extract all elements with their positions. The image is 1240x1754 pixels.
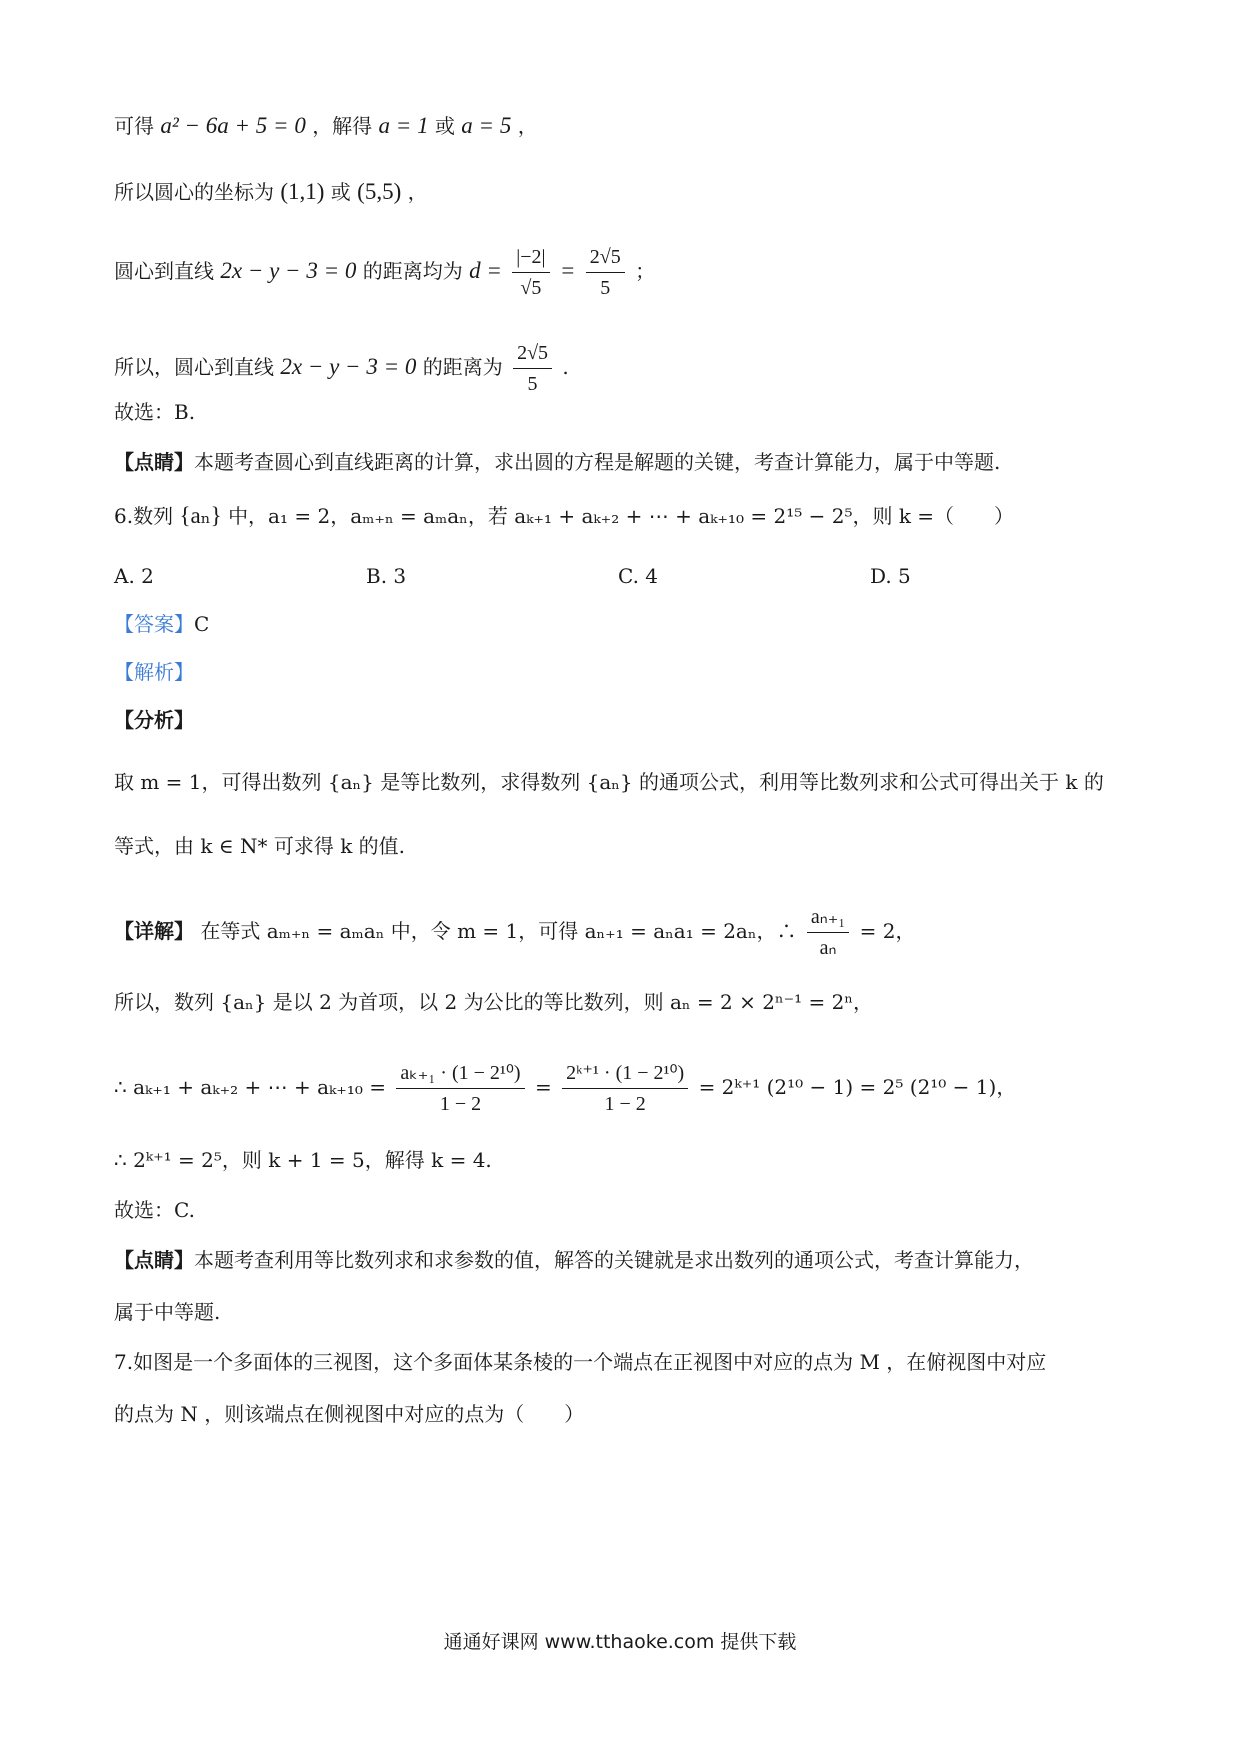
comment-line bbox=[114, 446, 1000, 478]
numerator: 2ᵏ⁺¹ · (1 − 2¹⁰) bbox=[562, 1058, 688, 1089]
solution-line-2 bbox=[114, 176, 428, 208]
numerator: |−2| bbox=[512, 242, 549, 273]
denominator: 1 − 2 bbox=[439, 1093, 482, 1115]
question-number: 6.数列 bbox=[114, 504, 174, 528]
equation: a = 5 bbox=[461, 113, 512, 138]
options-row bbox=[114, 560, 1014, 592]
equation: 2x − y − 3 = 0 bbox=[220, 258, 357, 283]
comment-tag: 【点睛】 bbox=[114, 450, 194, 474]
question-7-line-1: 7.如图是一个多面体的三视图，这个多面体某条棱的一个端点在正视图中对应的点为 M ，在俯视图中对应 bbox=[114, 1350, 1047, 1374]
numerator: 2√5 bbox=[586, 242, 625, 273]
option-c[interactable]: C. 4 bbox=[618, 564, 659, 588]
text: 圆心到直线 bbox=[114, 259, 214, 283]
answer-value: C bbox=[194, 612, 210, 636]
denominator: 5 bbox=[527, 373, 538, 395]
equation: 2x − y − 3 = 0 bbox=[280, 354, 417, 379]
solution-line-4 bbox=[114, 338, 569, 399]
point: (5,5) bbox=[357, 179, 402, 204]
comment-text: 本题考查圆心到直线距离的计算，求出圆的方程是解题的关键，考查计算能力，属于中等题. bbox=[194, 450, 1001, 474]
equals: = bbox=[534, 1075, 552, 1099]
text: 的距离均为 bbox=[362, 259, 463, 283]
choose-line: 故选：B. bbox=[114, 400, 196, 424]
question-6 bbox=[114, 500, 1014, 532]
numerator: aₖ₊₁ · (1 − 2¹⁰) bbox=[396, 1058, 524, 1089]
detail-line-1 bbox=[114, 902, 915, 963]
detail-line-3 bbox=[114, 1058, 1016, 1119]
numerator: 2√5 bbox=[513, 338, 552, 369]
equation: a² − 6a + 5 = 0 bbox=[160, 113, 306, 138]
answer-line bbox=[114, 608, 209, 640]
detail-text: 在等式 aₘ₊ₙ = aₘaₙ 中，令 m = 1，可得 aₙ₊₁ = aₙa₁ = 2aₙ，∴ bbox=[200, 919, 797, 943]
question-text: 中，a₁ = 2，aₘ₊ₙ = aₘaₙ，若 aₖ₊₁ + aₖ₊₂ + ⋯ + aₖ₊₁₀ = 2¹⁵ − 2⁵，则 k =（ ） bbox=[228, 504, 1015, 528]
denominator: √5 bbox=[520, 277, 542, 299]
detail-line-2: 所以，数列 {aₙ} 是以 2 为首项，以 2 为公比的等比数列，则 aₙ = 2 × 2ⁿ⁻¹ = 2ⁿ， bbox=[114, 990, 874, 1014]
analysis-tag: 【解析】 bbox=[114, 660, 194, 684]
analysis-line-2: 等式，由 k ∈ N* 可求得 k 的值. bbox=[114, 834, 406, 858]
text: ，解得 bbox=[312, 114, 373, 138]
fraction bbox=[396, 1058, 524, 1119]
result-expression: = 2ᵏ⁺¹ (2¹⁰ − 1) = 2⁵ (2¹⁰ − 1)， bbox=[698, 1075, 1017, 1099]
fraction bbox=[562, 1058, 688, 1119]
answer-tag: 【答案】 bbox=[114, 612, 194, 636]
comment-tag: 【点睛】 bbox=[114, 1248, 194, 1272]
fraction bbox=[586, 242, 625, 303]
fraction bbox=[512, 242, 549, 303]
point: (1,1) bbox=[280, 179, 325, 204]
text: 或 bbox=[330, 180, 351, 204]
option-b[interactable]: B. 3 bbox=[366, 564, 407, 588]
equation: a = 1 bbox=[378, 113, 429, 138]
footer-watermark: 通通好课网 www.tthaoke.com 提供下载 bbox=[443, 1631, 797, 1653]
solution-line-3 bbox=[114, 242, 655, 303]
analysis-line-1: 取 m = 1，可得出数列 {aₙ} 是等比数列，求得数列 {aₙ} 的通项公式，利用等比数列求和公式可得出关于 k 的 bbox=[114, 770, 1104, 794]
comment-text: 本题考查利用等比数列求和求参数的值，解答的关键就是求出数列的通项公式，考查计算能力， bbox=[194, 1248, 1034, 1272]
denominator: 1 − 2 bbox=[604, 1093, 646, 1115]
sequence: {aₙ} bbox=[179, 503, 222, 528]
comment-line-2 bbox=[114, 1244, 1034, 1276]
numerator: aₙ₊₁ bbox=[807, 902, 849, 933]
solution-line-1 bbox=[114, 110, 538, 142]
text: . bbox=[562, 355, 569, 379]
text: ， bbox=[517, 114, 538, 138]
question-7-line-2: 的点为 N ，则该端点在侧视图中对应的点为（ ） bbox=[114, 1402, 585, 1426]
detail-tag: 【详解】 bbox=[114, 919, 194, 943]
text: 的距离为 bbox=[422, 355, 503, 379]
equation: d = bbox=[469, 258, 502, 283]
equals: = bbox=[559, 258, 576, 283]
comment-line-2b: 属于中等题. bbox=[114, 1300, 221, 1324]
analysis-heading: 【分析】 bbox=[114, 708, 194, 732]
text: 所以，圆心到直线 bbox=[114, 355, 274, 379]
text: 所以圆心的坐标为 bbox=[114, 180, 274, 204]
sum-expression: ∴ aₖ₊₁ + aₖ₊₂ + ⋯ + aₖ₊₁₀ = bbox=[114, 1075, 387, 1099]
option-a[interactable]: A. 2 bbox=[114, 564, 154, 588]
denominator: 5 bbox=[600, 277, 611, 299]
text: 或 bbox=[434, 114, 455, 138]
detail-line-4: ∴ 2ᵏ⁺¹ = 2⁵，则 k + 1 = 5，解得 k = 4. bbox=[114, 1148, 492, 1172]
text: ， bbox=[407, 180, 428, 204]
option-d[interactable]: D. 5 bbox=[870, 564, 911, 588]
detail-line-5: 故选：C. bbox=[114, 1198, 195, 1222]
text: 可得 bbox=[114, 114, 154, 138]
denominator: aₙ bbox=[819, 937, 837, 959]
detail-text: = 2， bbox=[859, 919, 916, 943]
fraction bbox=[807, 902, 849, 963]
text: ； bbox=[635, 259, 656, 283]
fraction bbox=[513, 338, 552, 399]
